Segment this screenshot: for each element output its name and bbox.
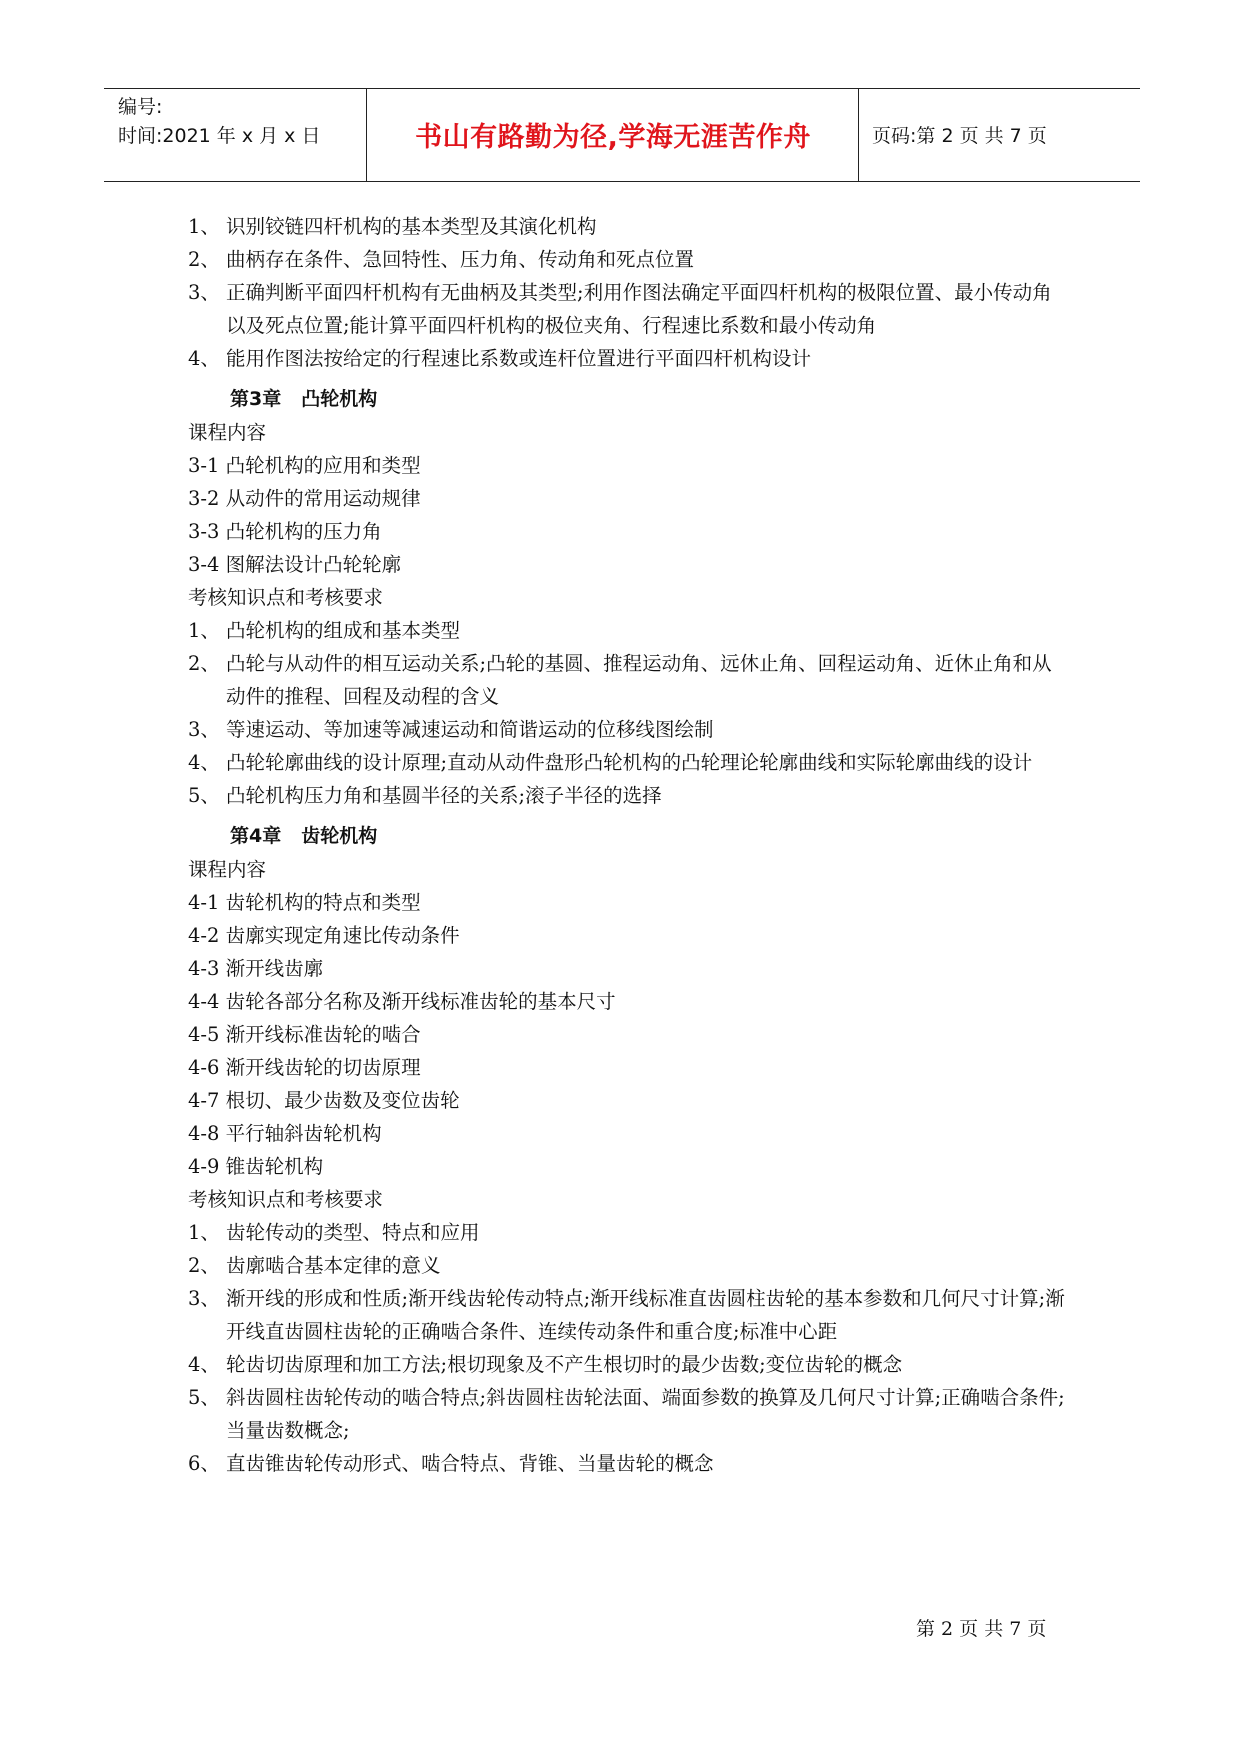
item-text: 齿轮传动的类型、特点和应用 bbox=[226, 1221, 480, 1244]
item-number: 1、 bbox=[188, 215, 220, 238]
item-number: 4、 bbox=[188, 751, 220, 774]
section-label: 考核知识点和考核要求 bbox=[188, 586, 384, 609]
header-page-label: 页码:第 2 页 共 7 页 bbox=[872, 125, 1047, 147]
content-line: 4-9 锥齿轮机构 bbox=[188, 1155, 324, 1178]
section-label: 考核知识点和考核要求 bbox=[188, 1188, 384, 1211]
item-text: 凸轮与从动件的相互运动关系;凸轮的基圆、推程运动角、远休止角、回程运动角、近休止角和从动件的推程、回程及动程的含义 bbox=[226, 652, 1052, 708]
chapter-heading bbox=[188, 383, 1068, 416]
list-item bbox=[188, 746, 1068, 779]
item-text: 等速运动、等加速等减速运动和简谐运动的位移线图绘制 bbox=[226, 718, 714, 741]
page-header bbox=[104, 88, 1140, 182]
item-text: 识别铰链四杆机构的基本类型及其演化机构 bbox=[226, 215, 597, 238]
list-item bbox=[188, 1348, 1068, 1381]
list-item bbox=[188, 210, 1068, 243]
list-item bbox=[188, 713, 1068, 746]
list-item bbox=[188, 342, 1068, 375]
page-footer: 第 2 页 共 7 页 bbox=[916, 1618, 1047, 1640]
header-divider bbox=[366, 89, 367, 181]
item-number: 5、 bbox=[188, 1386, 220, 1409]
item-text: 渐开线的形成和性质;渐开线齿轮传动特点;渐开线标准直齿圆柱齿轮的基本参数和几何尺寸计算;渐开线直齿圆柱齿轮的正确啮合条件、连续传动条件和重合度;标准中心距 bbox=[226, 1287, 1065, 1343]
item-text: 曲柄存在条件、急回特性、压力角、传动角和死点位置 bbox=[226, 248, 695, 271]
document-body bbox=[188, 210, 1068, 1480]
item-number: 5、 bbox=[188, 784, 220, 807]
time-label: 时间:2021 年 x 月 x 日 bbox=[118, 125, 321, 147]
item-text: 斜齿圆柱齿轮传动的啮合特点;斜齿圆柱齿轮法面、端面参数的换算及几何尺寸计算;正确啮合条件;当量齿数概念; bbox=[226, 1386, 1065, 1442]
content-line: 3-2 从动件的常用运动规律 bbox=[188, 487, 421, 510]
content-line: 3-1 凸轮机构的应用和类型 bbox=[188, 454, 421, 477]
item-number: 6、 bbox=[188, 1452, 220, 1475]
item-number: 2、 bbox=[188, 248, 220, 271]
item-text: 轮齿切齿原理和加工方法;根切现象及不产生根切时的最少齿数;变位齿轮的概念 bbox=[226, 1353, 903, 1376]
chapter-number: 第3章 bbox=[230, 388, 282, 410]
list-item bbox=[188, 276, 1068, 342]
item-number: 1、 bbox=[188, 619, 220, 642]
list-item bbox=[188, 1216, 1068, 1249]
item-text: 凸轮机构的组成和基本类型 bbox=[226, 619, 461, 642]
item-text: 齿廓啮合基本定律的意义 bbox=[226, 1254, 441, 1277]
list-item bbox=[188, 243, 1068, 276]
item-text: 凸轮轮廓曲线的设计原理;直动从动件盘形凸轮机构的凸轮理论轮廓曲线和实际轮廓曲线的设计 bbox=[226, 751, 1033, 774]
content-line: 4-8 平行轴斜齿轮机构 bbox=[188, 1122, 382, 1145]
item-number: 4、 bbox=[188, 1353, 220, 1376]
item-number: 3、 bbox=[188, 281, 220, 304]
list-item bbox=[188, 1381, 1068, 1447]
item-number: 1、 bbox=[188, 1221, 220, 1244]
chapter-heading bbox=[188, 820, 1068, 853]
list-item bbox=[188, 1249, 1068, 1282]
list-item bbox=[188, 779, 1068, 812]
number-label: 编号: bbox=[118, 96, 163, 118]
item-text: 能用作图法按给定的行程速比系数或连杆位置进行平面四杆机构设计 bbox=[226, 347, 812, 370]
content-line: 4-3 渐开线齿廓 bbox=[188, 957, 324, 980]
section-label: 课程内容 bbox=[188, 421, 267, 444]
item-text: 正确判断平面四杆机构有无曲柄及其类型;利用作图法确定平面四杆机构的极限位置、最小传动角以及死点位置;能计算平面四杆机构的极位夹角、行程速比系数和最小传动角 bbox=[226, 281, 1052, 337]
header-meta bbox=[118, 93, 320, 151]
item-text: 凸轮机构压力角和基圆半径的关系;滚子半径的选择 bbox=[226, 784, 662, 807]
item-number: 2、 bbox=[188, 1254, 220, 1277]
content-line: 4-5 渐开线标准齿轮的啮合 bbox=[188, 1023, 421, 1046]
header-motto: 书山有路勤为径,学海无涯苦作舟 bbox=[415, 122, 811, 153]
chapter-title: 凸轮机构 bbox=[301, 388, 378, 410]
list-item bbox=[188, 647, 1068, 713]
item-number: 2、 bbox=[188, 652, 220, 675]
content-line: 4-7 根切、最少齿数及变位齿轮 bbox=[188, 1089, 460, 1112]
item-text: 直齿锥齿轮传动形式、啮合特点、背锥、当量齿轮的概念 bbox=[226, 1452, 714, 1475]
item-number: 3、 bbox=[188, 1287, 220, 1310]
content-line: 4-4 齿轮各部分名称及渐开线标准齿轮的基本尺寸 bbox=[188, 990, 616, 1013]
item-number: 3、 bbox=[188, 718, 220, 741]
content-line: 3-4 图解法设计凸轮轮廓 bbox=[188, 553, 402, 576]
section-label: 课程内容 bbox=[188, 858, 267, 881]
content-line: 4-1 齿轮机构的特点和类型 bbox=[188, 891, 421, 914]
list-item bbox=[188, 1447, 1068, 1480]
header-divider bbox=[858, 89, 859, 181]
chapter-number: 第4章 bbox=[230, 825, 282, 847]
item-number: 4、 bbox=[188, 347, 220, 370]
content-line: 3-3 凸轮机构的压力角 bbox=[188, 520, 382, 543]
list-item bbox=[188, 1282, 1068, 1348]
content-line: 4-2 齿廓实现定角速比传动条件 bbox=[188, 924, 460, 947]
content-line: 4-6 渐开线齿轮的切齿原理 bbox=[188, 1056, 421, 1079]
list-item bbox=[188, 614, 1068, 647]
chapter-title: 齿轮机构 bbox=[301, 825, 378, 847]
